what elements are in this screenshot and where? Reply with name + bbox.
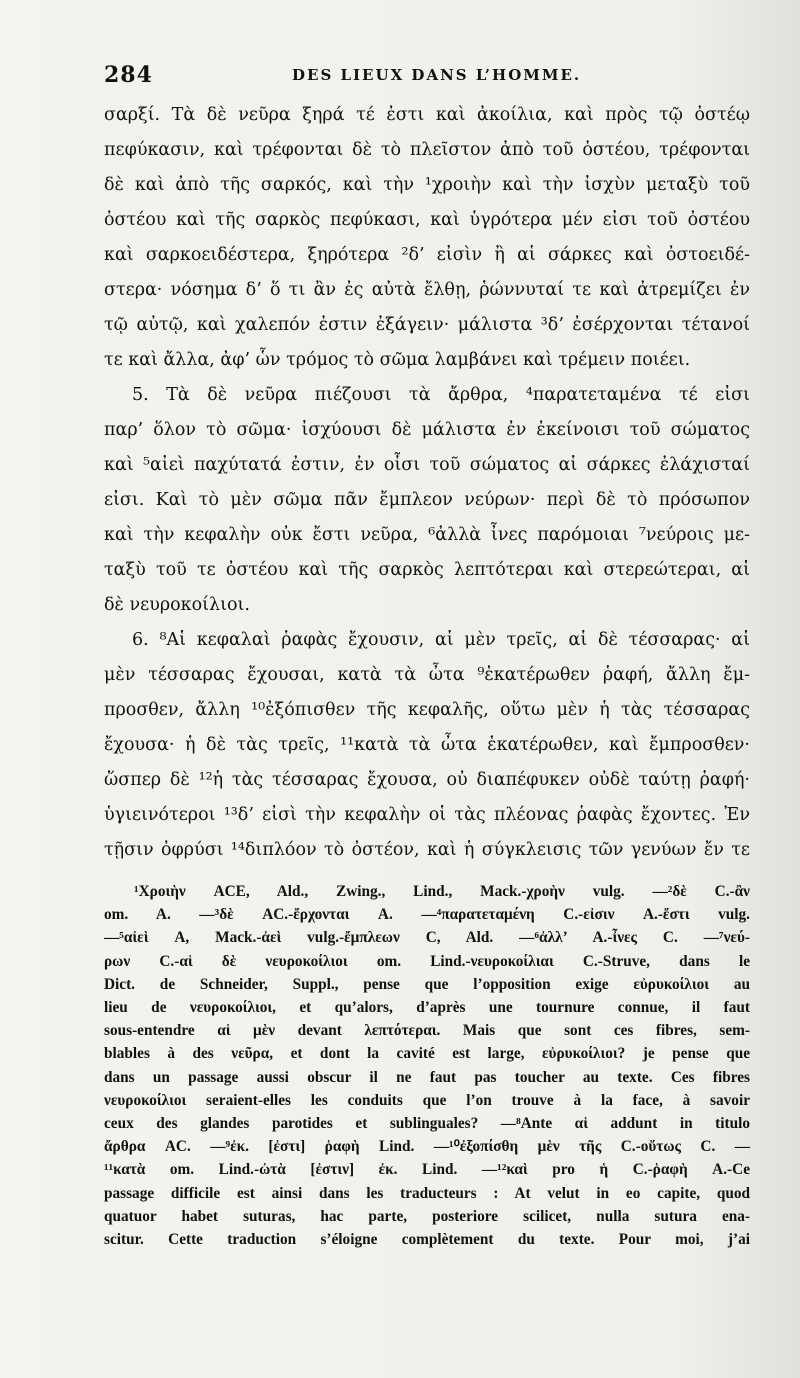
- footnote-line: ¹Χροιὴν ACE, Ald., Zwing., Lind., Mack.-χροὴν vulg. —²δὲ C.-ἂν: [134, 883, 750, 900]
- running-title: DES LIEUX DANS L’HOMME.: [292, 66, 582, 84]
- footnote-line: ἄρθρα AC. —⁹ἐκ. [ἐστι] ῥαφὴ Lind. —¹⁰ἐξοπίσθη μὲν τῆς C.-οὕτως C. —: [104, 1138, 750, 1156]
- footnotes: [104, 880, 750, 1251]
- main-line: 5. Τὰ δὲ νεῦρα πιέζουσι τὰ ἄρθρα, ⁴παρατεταμένα τέ εἰσι: [132, 385, 750, 405]
- main-line: ὀστέου καὶ τῆς σαρκὸς πεφύκασι, καὶ ὑγρότερα μέν εἰσι τοῦ ὀστέου: [104, 210, 750, 230]
- main-line: σαρξί. Τὰ δὲ νεῦρα ξηρά τέ ἐστι καὶ ἀκοίλια, καὶ πρὸς τῷ ὀστέῳ: [104, 105, 750, 125]
- main-line: πεφύκασιν, καὶ τρέφονται δὲ τὸ πλεῖστον ἀπὸ τοῦ ὀστέου, τρέφονται: [104, 140, 750, 160]
- footnote-line: Dict. de Schneider, Suppl., pense que l’opposition exige εὐρυκοίλιοι au: [104, 975, 750, 993]
- main-line: καὶ τὴν κεφαλὴν οὐκ ἔστι νεῦρα, ⁶ἀλλὰ ἶνες παρόμοιαι ⁷νεύροις με-: [104, 525, 750, 545]
- main-text: [104, 98, 750, 868]
- main-line: μὲν τέσσαρας ἔχουσαι, κατὰ τὰ ὦτα ⁹ἑκατέρωθεν ῥαφή, ἄλλη ἔμ-: [104, 665, 750, 685]
- page-number: 284: [104, 62, 153, 88]
- footnote-line: sous-entendre αἱ μὲν devant λεπτότεραι. Mais que sont ces fibres, sem-: [104, 1022, 750, 1040]
- main-line: παρ’ ὅλον τὸ σῶμα· ἰσχύουσι δὲ μάλιστα ἐν ἐκείνοισι τοῦ σώματος: [104, 420, 750, 440]
- footnote-line: ¹¹κατὰ om. Lind.-ὠτὰ [ἐστιν] ἐκ. Lind. —¹²καὶ pro ἡ C.-ῥαφὴ A.-Ce: [104, 1161, 750, 1179]
- main-line: δὲ νευροκοίλιοι.: [104, 595, 250, 615]
- main-line: τῷ αὐτῷ, καὶ χαλεπόν ἐστιν ἐξάγειν· μάλιστα ³δ’ ἐσέρχονται τέτανοί: [104, 315, 750, 335]
- footnote-line: νευροκοίλιοι seraient-elles les conduits que l’on trouve à la face, à savoir: [104, 1091, 750, 1109]
- footnote-line: dans un passage aussi obscur il ne faut pas toucher au texte. Ces fibres: [104, 1068, 750, 1086]
- footnote-line: blables à des νεῦρα, et dont la cavité est large, εὐρυκοίλιοι? je pense que: [104, 1045, 750, 1063]
- footnote-line: ceux des glandes parotides et sublinguales? —⁸Ante αἱ addunt in titulo: [104, 1115, 750, 1133]
- footnote-line: scitur. Cette traduction s’éloigne complètement du texte. Pour moi, j’ai: [104, 1231, 750, 1249]
- footnote-line: —⁵αἰεὶ A, Mack.-ἀεὶ vulg.-ἔμπλεων C, Ald. —⁶ἀλλ’ A.-ἶνες C. —⁷νεύ-: [104, 929, 750, 947]
- main-line: τῇσιν ὀφρύσι ¹⁴διπλόον τὸ ὀστέον, καὶ ἡ σύγκλεισις τῶν γενύων ἔν τε: [104, 840, 750, 860]
- main-line: προσθεν, ἄλλη ¹⁰ἐξόπισθεν τῆς κεφαλῆς, οὕτω μὲν ἡ τὰς τέσσαρας: [104, 700, 750, 720]
- main-line: ταξὺ τοῦ τε ὀστέου καὶ τῆς σαρκὸς λεπτότεραι καὶ στερεώτεραι, αἱ: [104, 560, 750, 580]
- footnote-line: passage difficile est ainsi dans les traducteurs : At velut in eo capite, quod: [104, 1184, 750, 1202]
- footnote-line: om. A. —³δὲ AC.-ἔρχονται A. —⁴παρατεταμένη C.-εἰσιν A.-ἔστι vulg.: [104, 906, 750, 924]
- main-line: ὥσπερ δὲ ¹²ἡ τὰς τέσσαρας ἔχουσα, οὐ διαπέφυκεν οὐδὲ ταύτῃ ῥαφή·: [104, 770, 750, 790]
- footnote-line: lieu de νευροκοίλιοι, et qu’alors, d’après une tournure connue, il faut: [104, 999, 750, 1017]
- footnote-line: quatuor habet suturas, hac parte, posteriore scilicet, nulla sutura ena-: [104, 1207, 750, 1225]
- main-line: τε καὶ ἄλλα, ἀφ’ ὧν τρόμος τὸ σῶμα λαμβάνει καὶ τρέμειν ποιέει.: [104, 350, 691, 370]
- main-line: ὑγιεινότεροι ¹³δ’ εἰσὶ τὴν κεφαλὴν οἱ τὰς πλέονας ῥαφὰς ἔχοντες. Ἐν: [104, 805, 750, 825]
- page-header: [104, 62, 744, 92]
- footnote-line: ρων C.-αἱ δὲ νευροκοίλιοι om. Lind.-νευροκοίλιαι C.-Struve, dans le: [104, 952, 750, 970]
- main-line: ἔχουσα· ἡ δὲ τὰς τρεῖς, ¹¹κατὰ τὰ ὦτα ἑκατέρωθεν, καὶ ἔμπροσθεν·: [104, 735, 750, 755]
- main-line: 6. ⁸Αἱ κεφαλαὶ ῥαφὰς ἔχουσιν, αἱ μὲν τρεῖς, αἱ δὲ τέσσαρας· αἱ: [132, 630, 750, 650]
- main-line: καὶ σαρκοειδέστερα, ξηρότερα ²δ’ εἰσὶν ἢ αἱ σάρκες καὶ ὀστοειδέ-: [104, 245, 750, 265]
- main-line: δὲ καὶ ἀπὸ τῆς σαρκός, καὶ τὴν ¹χροιὴν καὶ τὴν ἰσχὺν μεταξὺ τοῦ: [104, 175, 750, 195]
- main-line: καὶ ⁵αἰεὶ παχύτατά ἐστιν, ἐν οἷσι τοῦ σώματος αἱ σάρκες ἐλάχισταί: [104, 455, 750, 475]
- main-line: εἰσι. Καὶ τὸ μὲν σῶμα πᾶν ἔμπλεον νεύρων· περὶ δὲ τὸ πρόσωπον: [104, 490, 750, 510]
- main-line: στερα· νόσημα δ’ ὅ τι ἂν ἐς αὐτὰ ἔλθῃ, ῥώννυταί τε καὶ ἀτρεμίζει ἐν: [104, 280, 750, 300]
